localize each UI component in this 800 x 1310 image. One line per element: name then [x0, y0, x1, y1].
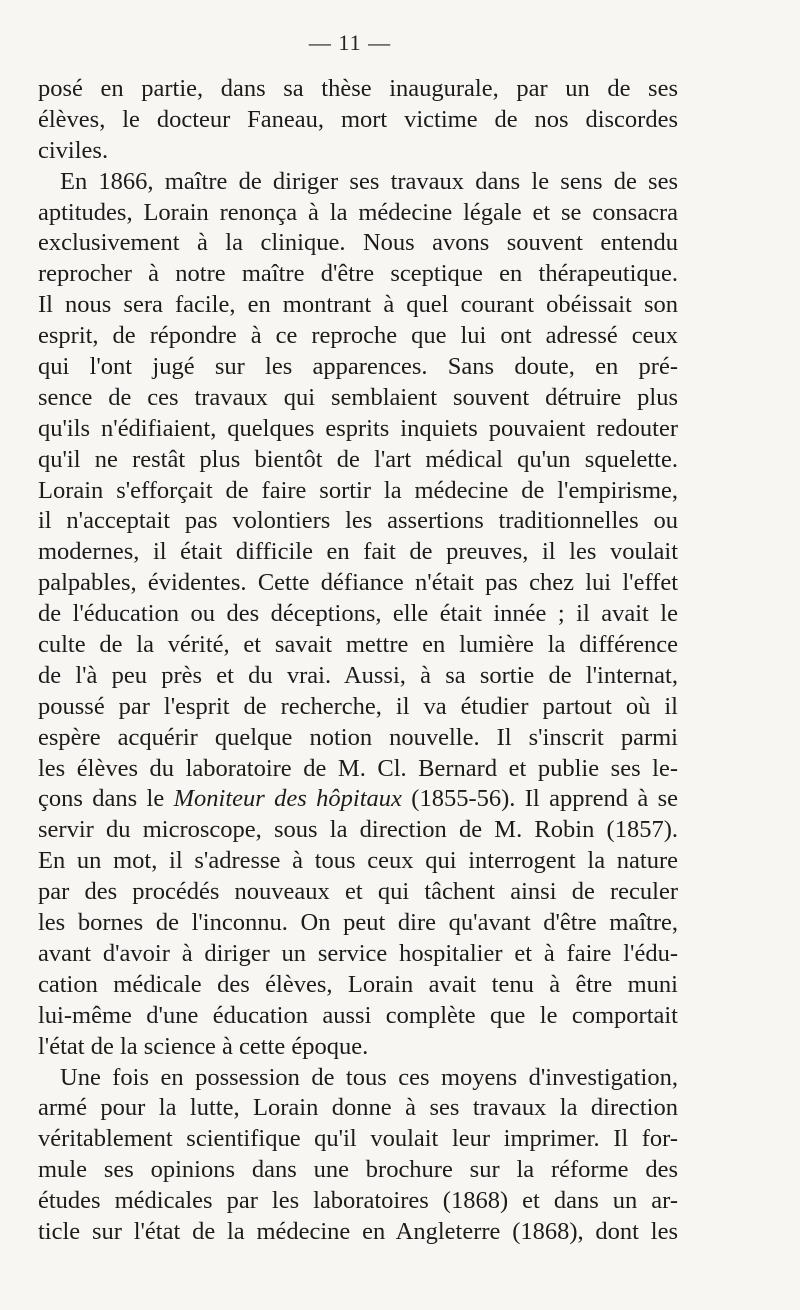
text-line: espère acquérir quelque notion nouvelle. Il s'inscrit parmi: [38, 723, 678, 751]
text-line: il n'acceptait pas volontiers les assertions traditionnelles ou: [38, 507, 678, 535]
text-line: avant d'avoir à diriger un service hospitalier et à faire l'édu-: [38, 939, 678, 967]
text-line: qu'il ne restât plus bientôt de l'art médical qu'un squelette.: [38, 445, 678, 473]
page-number: — 11 —: [308, 30, 392, 55]
text-line: palpables, évidentes. Cette défiance n'était pas chez lui l'effet: [38, 569, 678, 597]
text-line: aptitudes, Lorain renonça à la médecine légale et se consacra: [38, 198, 678, 226]
paragraph-3: [38, 1063, 678, 1248]
text-line: En un mot, il s'adresse à tous ceux qui interrogent la nature: [38, 847, 678, 875]
text-line: lui-même d'une éducation aussi complète que le comportait: [38, 1001, 678, 1029]
text-line: culte de la vérité, et savait mettre en lumière la différence: [38, 631, 678, 659]
text-line: poussé par l'esprit de recherche, il va étudier partout où il: [38, 692, 678, 720]
text-line: civiles.: [38, 136, 109, 164]
text-line: Une fois en possession de tous ces moyens d'investigation,: [60, 1063, 678, 1091]
text-line: servir du microscope, sous la direction de M. Robin (1857).: [38, 816, 678, 844]
text-line: de l'à peu près et du vrai. Aussi, à sa sortie de l'internat,: [38, 661, 678, 689]
text-line: les bornes de l'inconnu. On peut dire qu'avant d'être maître,: [38, 909, 678, 937]
text-line: qui l'ont jugé sur les apparences. Sans doute, en pré-: [38, 353, 678, 381]
text-line: reprocher à notre maître d'être sceptique en thérapeutique.: [38, 260, 678, 288]
text-line: Il nous sera facile, en montrant à quel courant obéissait son: [38, 291, 678, 319]
text-line: qu'ils n'édifiaient, quelques esprits inquiets pouvaient redouter: [38, 414, 678, 442]
text-line: élèves, le docteur Faneau, mort victime de nos discordes: [38, 105, 678, 133]
text-line: exclusivement à la clinique. Nous avons souvent entendu: [38, 229, 678, 257]
text-line: les élèves du laboratoire de M. Cl. Bernard et publie ses le-: [38, 754, 678, 782]
text-line: ticle sur l'état de la médecine en Angleterre (1868), dont les: [38, 1217, 678, 1245]
text-line: esprit, de répondre à ce reproche que lui ont adressé ceux: [38, 322, 678, 350]
text-line: de l'éducation ou des déceptions, elle était innée ; il avait le: [38, 600, 678, 628]
paragraph-1: [38, 74, 678, 167]
text-line: En 1866, maître de diriger ses travaux dans le sens de ses: [60, 167, 678, 195]
text-line: posé en partie, dans sa thèse inaugurale, par un de ses: [38, 75, 678, 102]
text-line: çons dans le Moniteur des hôpitaux (1855-56). Il apprend à se: [38, 785, 679, 813]
text-line: sence de ces travaux qui semblaient souvent détruire plus: [38, 383, 678, 411]
text-line: véritablement scientifique qu'il voulait leur imprimer. Il for-: [38, 1125, 678, 1153]
text-line: par des procédés nouveaux et qui tâchent ainsi de reculer: [38, 878, 678, 906]
paragraph-2: [38, 167, 678, 1063]
italic-title: Moniteur des hôpitaux: [173, 785, 402, 813]
text-line: cation médicale des élèves, Lorain avait tenu à être muni: [38, 970, 678, 998]
body-text: [38, 74, 678, 1248]
text-line: armé pour la lutte, Lorain donne à ses travaux la direction: [38, 1094, 678, 1122]
text-line: Lorain s'efforçait de faire sortir la médecine de l'empirisme,: [38, 476, 678, 504]
text-line: études médicales par les laboratoires (1868) et dans un ar-: [38, 1187, 678, 1215]
text-line: mule ses opinions dans une brochure sur la réforme des: [38, 1156, 678, 1184]
text-line: modernes, il était difficile en fait de preuves, il les voulait: [38, 538, 678, 566]
text-line: l'état de la science à cette époque.: [38, 1032, 369, 1060]
